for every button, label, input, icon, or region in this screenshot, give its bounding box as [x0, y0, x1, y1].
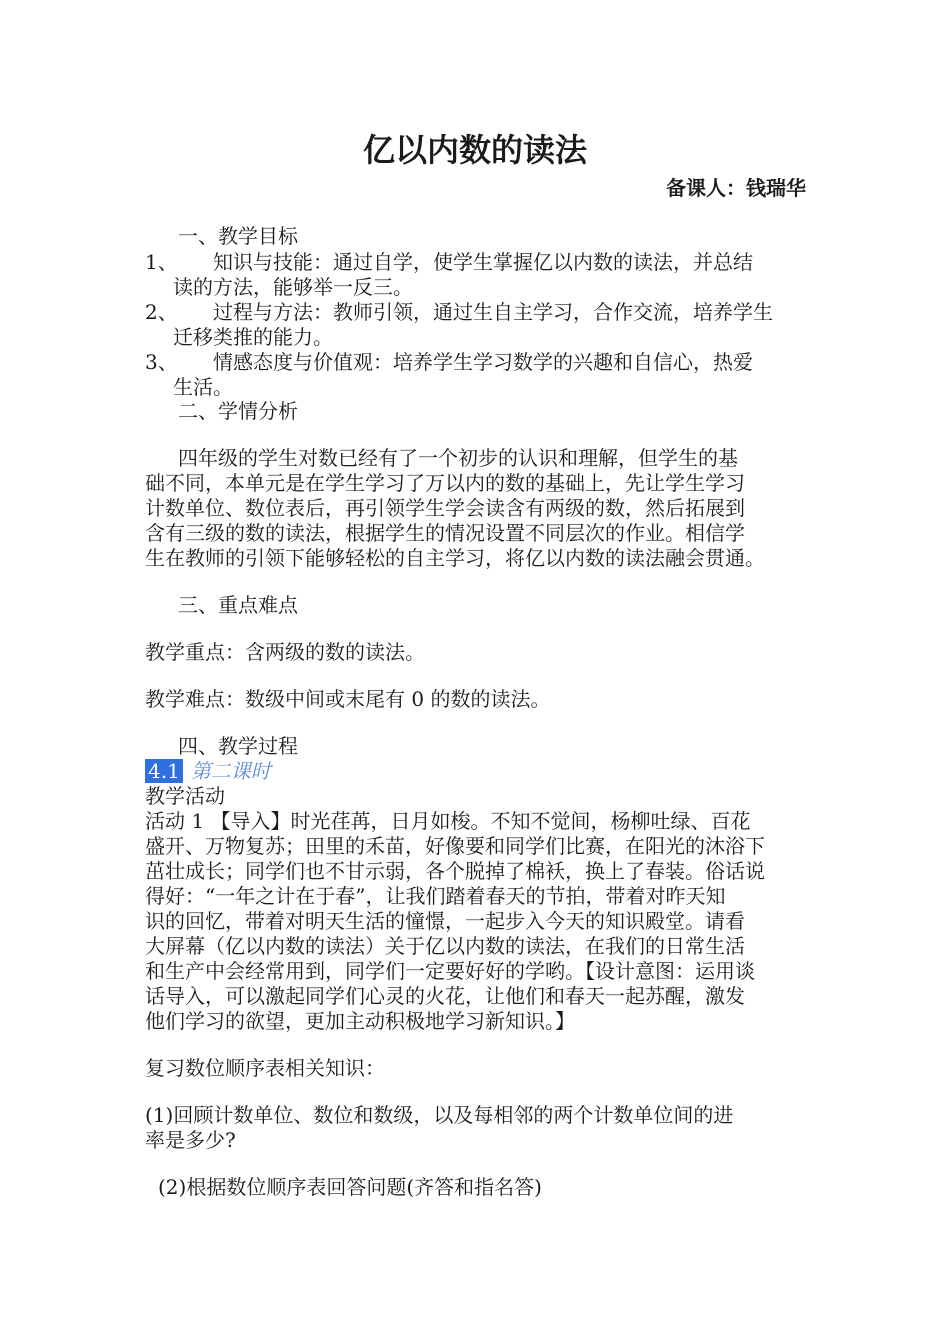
activity-paragraph-line: 和生产中会经常用到，同学们一定要好好的学哟。【设计意图：运用谈: [145, 959, 755, 983]
objective-text-cont: 读的方法，能够举一反三。: [173, 275, 413, 299]
document-title: 亿以内数的读法: [362, 131, 587, 169]
analysis-paragraph-line: 四年级的学生对数已经有了一个初步的认识和理解，但学生的基: [178, 446, 738, 470]
section-heading-keypoints: 三、重点难点: [178, 593, 298, 617]
objective-number: 2、: [145, 300, 178, 324]
objective-text: 过程与方法：教师引领，通过生自主学习，合作交流，培养学生: [213, 300, 773, 324]
activity-paragraph-line: 盛开、万物复苏；田里的禾苗，好像要和同学们比赛，在阳光的沐浴下: [145, 834, 765, 858]
activity-paragraph-line: 他们学习的欲望，更加主动积极地学习新知识。】: [145, 1009, 575, 1033]
section-number-highlight: 4.1: [145, 759, 183, 783]
section-heading-process: 四、教学过程: [178, 734, 298, 758]
section-heading-objectives: 一、教学目标: [178, 224, 298, 248]
activity-paragraph-line: 茁壮成长；同学们也不甘示弱，各个脱掉了棉袄，换上了春装。俗话说: [145, 859, 765, 883]
analysis-paragraph-line: 含有三级的数的读法，根据学生的情况设置不同层次的作业。相信学: [145, 521, 745, 545]
activity-label: 教学活动: [145, 784, 225, 808]
review-question-2: (2)根据数位顺序表回答问题(齐答和指名答): [158, 1175, 542, 1199]
objective-text-cont: 迁移类推的能力。: [173, 325, 333, 349]
author-line: 备课人：钱瑞华: [666, 176, 806, 200]
objective-text: 情感态度与价值观：培养学生学习数学的兴趣和自信心，热爱: [213, 350, 753, 374]
objective-number: 1、: [145, 250, 178, 274]
analysis-paragraph-line: 础不同，本单元是在学生学习了万以内的数的基础上，先让学生学习: [145, 471, 745, 495]
analysis-paragraph-line: 计数单位、数位表后，再引领学生学会读含有两级的数，然后拓展到: [145, 496, 745, 520]
lesson-section-header: [145, 759, 271, 784]
objective-number: 3、: [145, 350, 178, 374]
review-question-1: (1)回顾计数单位、数位和数级，以及每相邻的两个计数单位间的进: [145, 1103, 734, 1127]
key-point-text: 教学重点：含两级的数的读法。: [145, 640, 425, 664]
objective-text: 知识与技能：通过自学，使学生掌握亿以内数的读法，并总结: [213, 250, 753, 274]
lesson-section-title: 第二课时: [190, 759, 271, 783]
activity-paragraph-line: 话导入，可以激起同学们心灵的火花，让他们和春天一起苏醒，激发: [145, 984, 745, 1008]
review-question-1-cont: 率是多少?: [145, 1128, 236, 1152]
activity-paragraph-line: 活动 1 【导入】时光荏苒，日月如梭。不知不觉间，杨柳吐绿、百花: [145, 809, 751, 833]
analysis-paragraph-line: 生在教师的引领下能够轻松的自主学习，将亿以内数的读法融会贯通。: [145, 546, 765, 570]
activity-paragraph-line: 得好：“一年之计在于春”，让我们踏着春天的节拍，带着对昨天知: [145, 884, 726, 908]
activity-paragraph-line: 大屏幕（亿以内数的读法）关于亿以内数的读法，在我们的日常生活: [145, 934, 745, 958]
review-heading: 复习数位顺序表相关知识：: [145, 1056, 385, 1080]
section-heading-analysis: 二、学情分析: [178, 399, 298, 423]
objective-text-cont: 生活。: [173, 375, 233, 399]
activity-paragraph-line: 识的回忆，带着对明天生活的憧憬，一起步入今天的知识殿堂。请看: [145, 909, 745, 933]
difficult-point-text: 教学难点：数级中间或末尾有 0 的数的读法。: [145, 687, 551, 711]
